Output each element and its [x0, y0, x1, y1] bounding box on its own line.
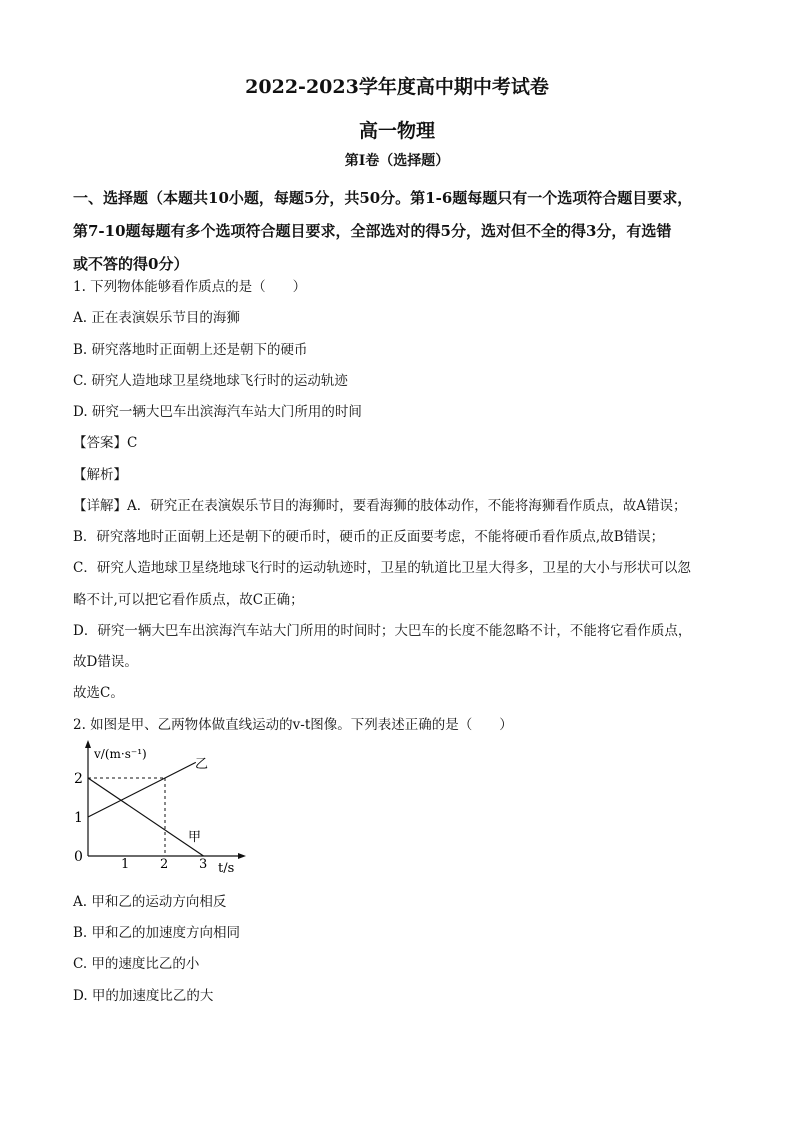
q1-explanation-line-2: B．研究落地时正面朝上还是朝下的硬币时，硬币的正反面要考虑，不能将硬币看作质点,故B错误；: [73, 529, 665, 545]
section-heading-line-3: 或不答的得0分）: [73, 255, 189, 273]
q2-option-a: A. 甲和乙的运动方向相反: [73, 894, 227, 910]
q1-option-c: C. 研究人造地球卫星绕地球飞行时的运动轨迹: [73, 373, 348, 389]
q1-answer: 【答案】C: [73, 435, 138, 451]
y-tick-2: 2: [74, 771, 83, 787]
label-yi: 乙: [195, 757, 209, 772]
q1-option-a: A. 正在表演娱乐节目的海狮: [73, 310, 240, 326]
y-axis-arrow: [85, 740, 91, 748]
q2-stem: 2. 如图是甲、乙两物体做直线运动的v-t图像。下列表述正确的是（ ）: [73, 717, 513, 733]
q1-explanation-line-6: 故D错误。: [73, 654, 138, 670]
subject-title: 高一物理: [358, 120, 435, 142]
q1-stem: 1. 下列物体能够看作质点的是（ ）: [73, 279, 307, 295]
y-tick-1: 1: [74, 810, 83, 826]
label-jia: 甲: [188, 830, 202, 845]
q1-explanation-line-4: 略不计,可以把它看作质点，故C正确；: [73, 592, 304, 608]
y-axis-label: v/(m·s⁻¹): [94, 747, 147, 761]
q1-explanation-line-5: D．研究一辆大巴车出滨海汽车站大门所用的时间时；大巴车的长度不能忽略不计，不能将它看作质点，: [73, 623, 692, 639]
q1-option-b: B. 研究落地时正面朝上还是朝下的硬币: [73, 342, 308, 358]
q2-option-b: B. 甲和乙的加速度方向相同: [73, 925, 241, 941]
section-heading: [73, 182, 733, 281]
y-tick-0: 0: [74, 849, 83, 865]
x-axis-label: t/s: [218, 861, 235, 873]
q1-option-d: D. 研究一辆大巴车出滨海汽车站大门所用的时间: [73, 404, 362, 420]
series-line-jia: [88, 778, 204, 856]
q1-explanation-line-3: C．研究人造地球卫星绕地球飞行时的运动轨迹时，卫星的轨道比卫星大得多，卫星的大小与形状可以忽: [73, 560, 691, 576]
section-heading-line-2: 第7-10题每题有多个选项符合题目要求，全部选对的得5分，选对但不全的得3分，有选错: [73, 222, 672, 240]
q1-analysis-label: 【解析】: [73, 467, 127, 483]
exam-title: 2022-2023学年度高中期中考试卷: [245, 76, 549, 98]
volume-label: 第I卷（选择题）: [344, 153, 450, 169]
x-tick-3: 3: [199, 857, 208, 872]
q2-option-c: C. 甲的速度比乙的小: [73, 956, 200, 972]
x-tick-1: 1: [121, 857, 130, 872]
section-heading-line-1: 一、选择题（本题共10小题，每题5分，共50分。第1-6题每题只有一个选项符合题目要求，: [73, 189, 693, 207]
x-axis-arrow: [238, 853, 246, 859]
q1-explanation-line-7: 故选C。: [73, 685, 124, 701]
vt-graph: [68, 738, 268, 873]
series-line-yi: [88, 762, 196, 817]
q1-explanation-line-1: 【详解】A．研究正在表演娱乐节目的海狮时，要看海狮的肢体动作，不能将海狮看作质点，故A错误；: [73, 498, 687, 514]
q2-option-d: D. 甲的加速度比乙的大: [73, 988, 214, 1004]
x-tick-2: 2: [160, 857, 169, 872]
